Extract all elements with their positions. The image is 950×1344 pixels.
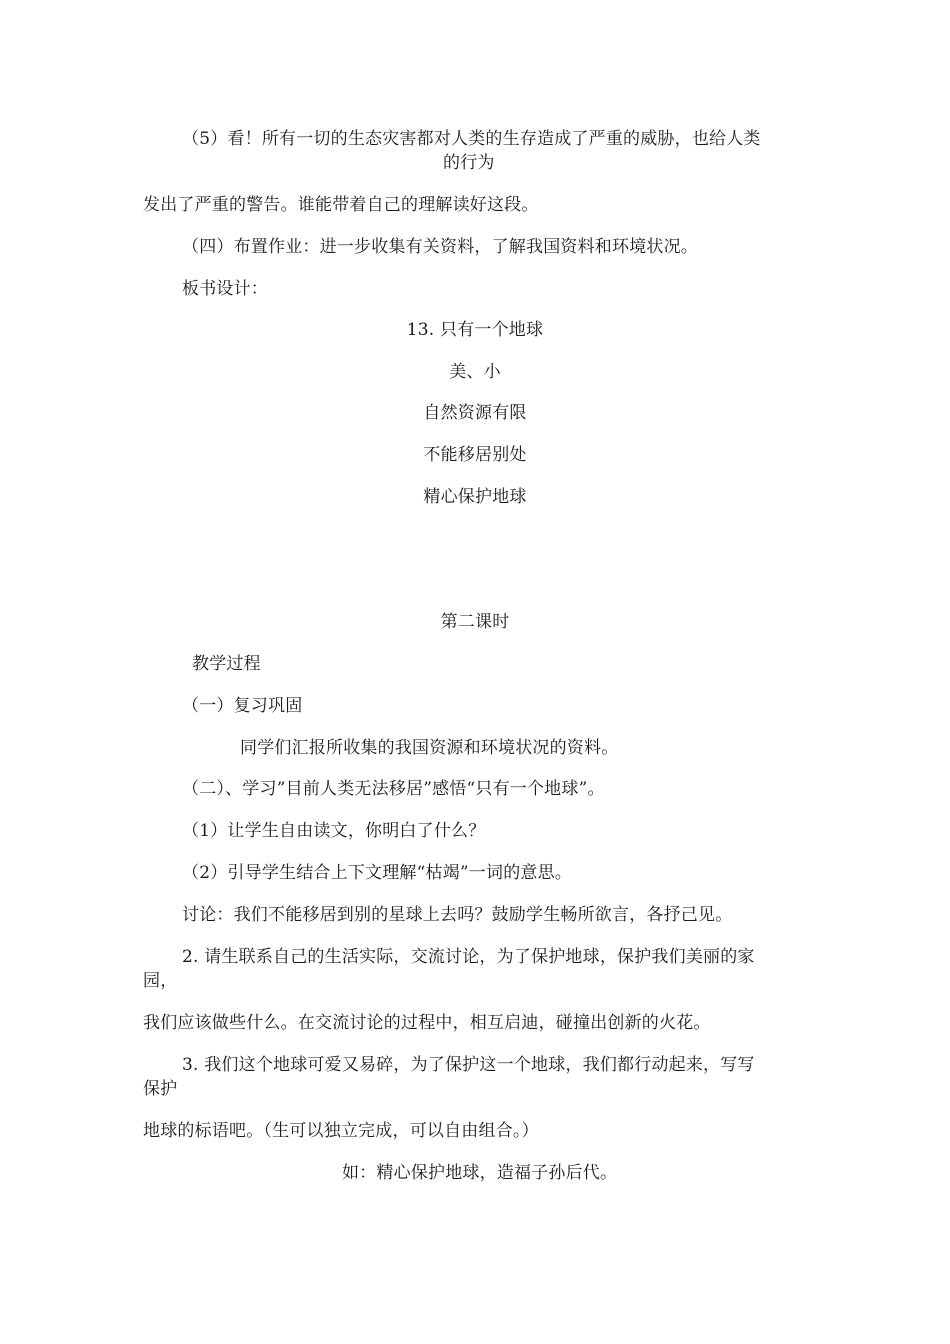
item-3-line1: 3. 我们这个地球可爱又易碎，为了保护这一个地球，我们都行动起来，写写 [182, 1055, 755, 1075]
discussion-paragraph: 讨论：我们不能移居到别的星球上去吗？鼓励学生畅所欲言，各抒己见。 [182, 905, 733, 925]
item-3-line3: 地球的标语吧。（生可以独立完成，可以自由组合。） [143, 1121, 539, 1141]
board-item: 不能移居别处 [423, 445, 527, 465]
report-paragraph: 同学们汇报所收集的我国资源和环境状况的资料。 [240, 738, 619, 758]
board-item: 精心保护地球 [423, 487, 527, 507]
paragraph-5-line2: 的行为 [443, 153, 495, 173]
board-design-label: 板书设计： [182, 279, 268, 299]
item-2-line3: 我们应该做些什么。在交流讨论的过程中，相互启迪，碰撞出创新的火花。 [143, 1013, 711, 1033]
study-section: （二）、学习”目前人类无法移居”感悟“只有一个地球”。 [182, 779, 605, 799]
review-section: （一）复习巩固 [182, 696, 303, 716]
lesson-heading: 第二课时 [440, 612, 510, 632]
example-slogan: 如：精心保护地球，造福子孙后代。 [342, 1163, 618, 1183]
board-item: 美、小 [449, 362, 501, 382]
teaching-process-label: 教学过程 [192, 654, 261, 674]
homework-paragraph: （四）布置作业：进一步收集有关资料，了解我国资料和环境状况。 [182, 237, 698, 257]
item-3-line2: 保护 [143, 1079, 178, 1099]
question-1: （1）让学生自由读文，你明白了什么？ [182, 821, 486, 841]
item-2-line2: 园， [143, 971, 178, 991]
question-2: （2）引导学生结合上下文理解“枯竭”一词的意思。 [182, 863, 572, 883]
paragraph-5-line1: （5）看！所有一切的生态灾害都对人类的生存造成了严重的威胁，也给人类 [182, 129, 761, 149]
board-item: 自然资源有限 [423, 403, 527, 423]
paragraph-5-line3: 发出了严重的警告。谁能带着自己的理解读好这段。 [143, 195, 539, 215]
item-2-line1: 2. 请生联系自己的生活实际，交流讨论，为了保护地球，保护我们美丽的家 [182, 947, 755, 967]
board-title: 13. 只有一个地球 [406, 320, 544, 340]
